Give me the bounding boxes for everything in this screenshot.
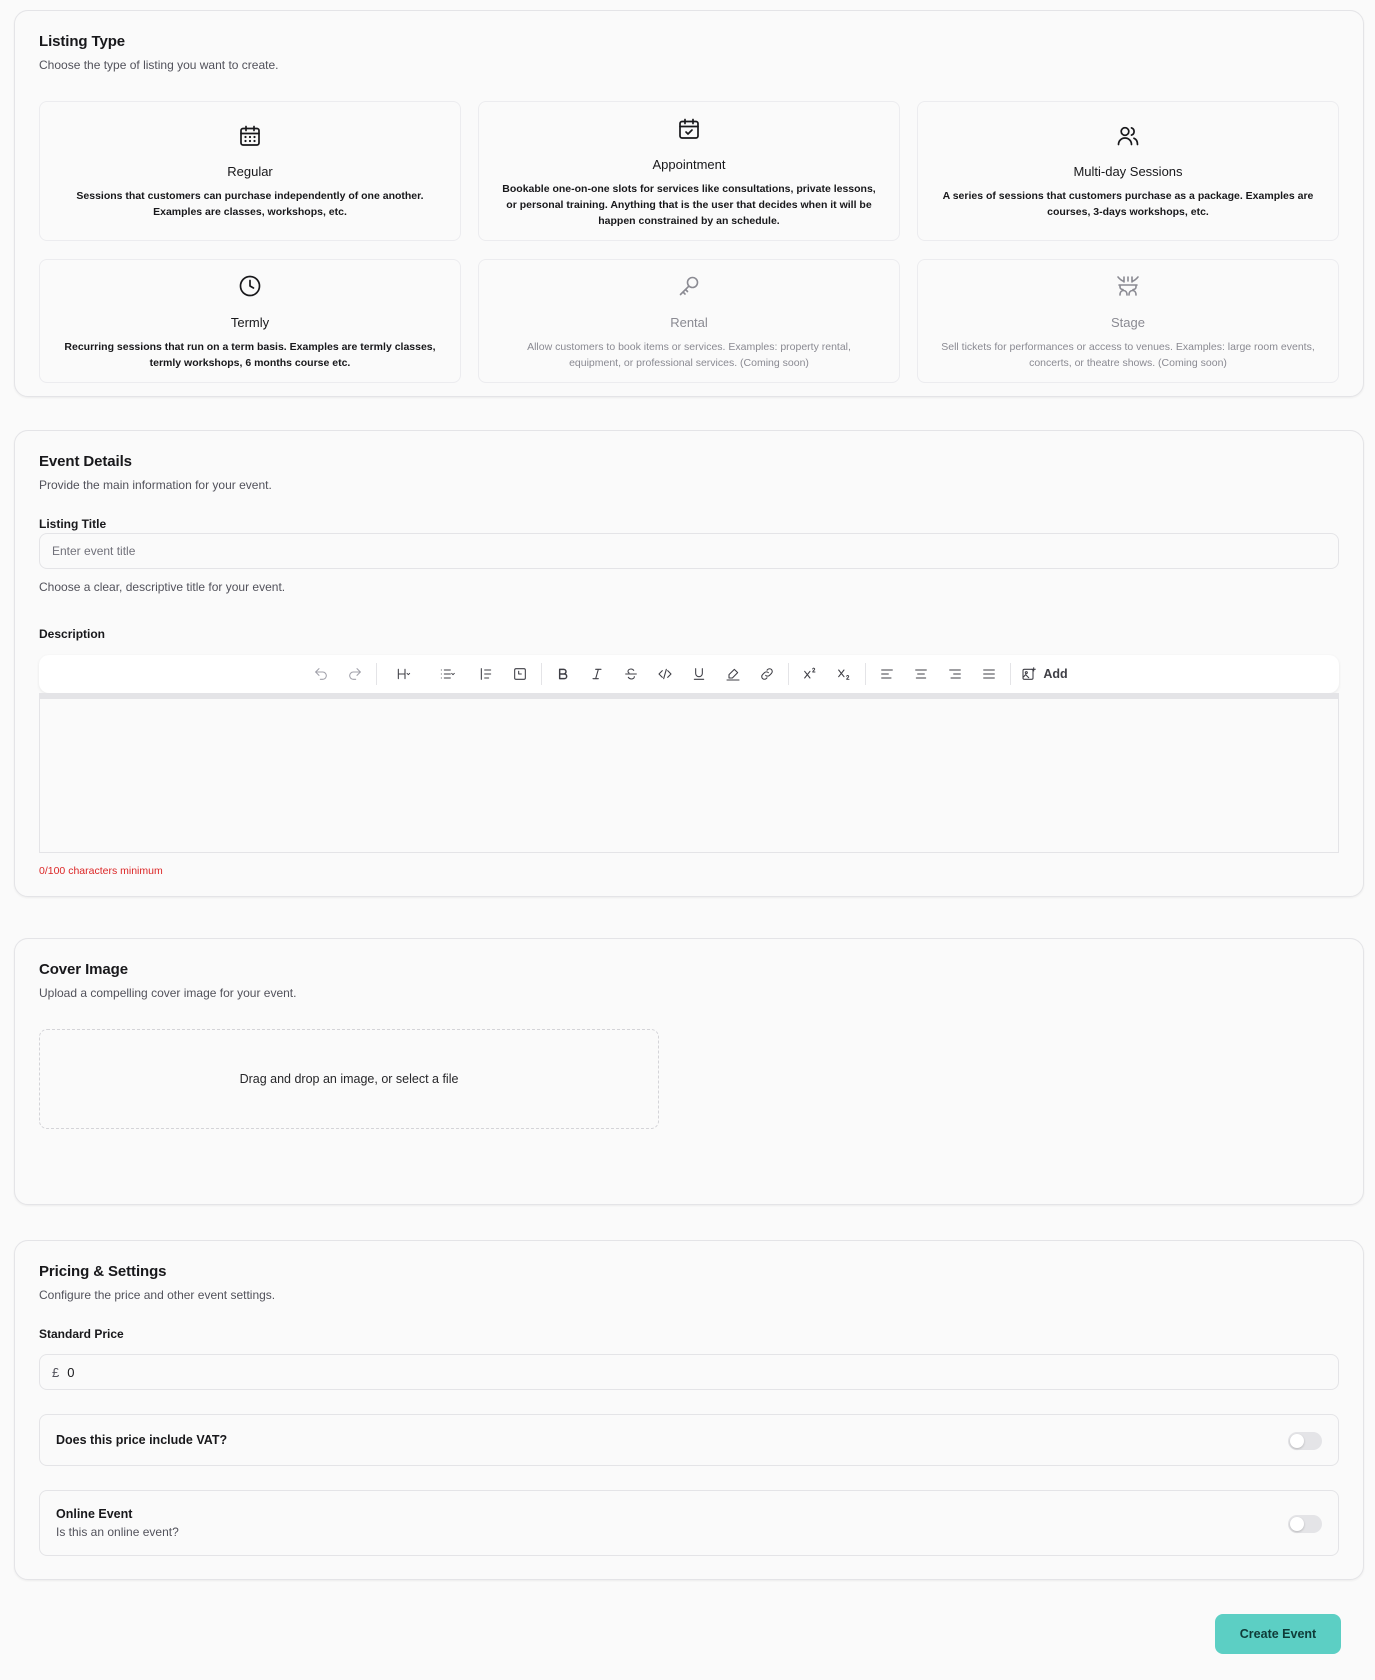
- listing-type-grid: [39, 101, 1339, 401]
- calendar-grid-icon: [238, 124, 262, 148]
- event-details-subtitle: Provide the main information for your event.: [39, 478, 272, 492]
- bold-icon[interactable]: [546, 659, 580, 689]
- type-card-termly[interactable]: [39, 259, 461, 383]
- type-description: Allow customers to book items or services. Examples: property rental, equipment, or professional services. (Coming soon): [527, 341, 851, 369]
- standard-price-label: Standard Price: [39, 1327, 124, 1341]
- listing-title-input[interactable]: [39, 533, 1339, 569]
- type-card-rental: [478, 259, 900, 383]
- event-details-title: Event Details: [39, 453, 132, 470]
- superscript-icon[interactable]: [793, 659, 827, 689]
- list-dropdown-icon[interactable]: [425, 659, 469, 689]
- highlight-icon[interactable]: [716, 659, 750, 689]
- cover-image-subtitle: Upload a compelling cover image for your event.: [39, 986, 297, 1000]
- image-dropzone[interactable]: [39, 1029, 659, 1129]
- char-count-warning: 0/100 characters minimum: [39, 865, 163, 877]
- italic-icon[interactable]: [580, 659, 614, 689]
- cover-image-card: [14, 938, 1364, 1205]
- type-name: Rental: [670, 315, 708, 330]
- type-card-regular[interactable]: [39, 101, 461, 241]
- currency-symbol: £: [52, 1364, 60, 1380]
- image-plus-icon: [1021, 666, 1037, 682]
- event-details-card: [14, 430, 1364, 897]
- blockquote-icon[interactable]: [469, 659, 503, 689]
- type-description: Recurring sessions that run on a term basis. Examples are termly classes, termly workshops, 6 months course etc.: [64, 341, 436, 369]
- type-description: Sell tickets for performances or access to venues. Examples: large room events, concerts, or theatre shows. (Coming soon): [941, 341, 1315, 369]
- listing-type-card: [14, 10, 1364, 397]
- undo-icon[interactable]: [304, 659, 338, 689]
- pricing-settings-card: [14, 1240, 1364, 1580]
- type-name: Multi-day Sessions: [1073, 164, 1183, 179]
- editor-toolbar: [39, 655, 1339, 693]
- link-icon[interactable]: [750, 659, 784, 689]
- create-event-button[interactable]: Create Event: [1215, 1614, 1341, 1654]
- toolbar-divider: [788, 663, 789, 685]
- pricing-subtitle: Configure the price and other event settings.: [39, 1288, 276, 1302]
- toolbar-divider: [376, 663, 377, 685]
- online-event-label: Online Event: [56, 1507, 133, 1521]
- type-name: Stage: [1111, 315, 1145, 330]
- vat-setting-row: [39, 1414, 1339, 1466]
- pricing-title: Pricing & Settings: [39, 1263, 167, 1280]
- add-label: Add: [1043, 667, 1068, 681]
- listing-title-hint: Choose a clear, descriptive title for your event.: [39, 580, 286, 594]
- type-card-multi-day-sessions[interactable]: [917, 101, 1339, 241]
- align-center-icon[interactable]: [904, 659, 938, 689]
- toolbar-divider: [865, 663, 866, 685]
- type-name: Termly: [230, 315, 270, 330]
- dropzone-text: Drag and drop an image, or select a file: [239, 1072, 459, 1086]
- description-label: Description: [39, 627, 106, 641]
- standard-price-input[interactable]: [39, 1354, 1339, 1390]
- code-block-icon[interactable]: [503, 659, 537, 689]
- type-description: A series of sessions that customers purchase as a package. Examples are courses, 3-days workshops, etc.: [942, 190, 1314, 218]
- description-editor[interactable]: [39, 698, 1339, 853]
- vat-label: Does this price include VAT?: [56, 1433, 228, 1447]
- vat-toggle[interactable]: [1288, 1432, 1322, 1450]
- toolbar-divider: [1010, 663, 1011, 685]
- calendar-check-icon: [677, 117, 701, 141]
- listing-type-subtitle: Choose the type of listing you want to create.: [39, 58, 279, 72]
- toolbar-divider: [541, 663, 542, 685]
- code-icon[interactable]: [648, 659, 682, 689]
- type-description: Sessions that customers can purchase independently of one another. Examples are classes, workshops, etc.: [76, 190, 424, 218]
- align-right-icon[interactable]: [938, 659, 972, 689]
- type-name: Regular: [227, 164, 273, 179]
- type-card-appointment[interactable]: [478, 101, 900, 241]
- align-left-icon[interactable]: [870, 659, 904, 689]
- strikethrough-icon[interactable]: [614, 659, 648, 689]
- subscript-icon[interactable]: [827, 659, 861, 689]
- heading-dropdown-icon[interactable]: [381, 659, 425, 689]
- type-description: Bookable one-on-one slots for services like consultations, private lessons, or personal training. Anything that is the user that decides when it will be happen constrained by an schedule.: [502, 183, 876, 227]
- online-event-subtitle: Is this an online event?: [56, 1525, 179, 1539]
- type-name: Appointment: [652, 157, 726, 172]
- clock-icon: [238, 274, 262, 298]
- listing-title-label: Listing Title: [39, 517, 107, 531]
- listing-type-title: Listing Type: [39, 33, 126, 50]
- underline-icon[interactable]: [682, 659, 716, 689]
- key-icon: [677, 274, 701, 298]
- online-event-toggle[interactable]: [1288, 1515, 1322, 1533]
- add-image-button[interactable]: [1015, 666, 1073, 682]
- cover-image-title: Cover Image: [39, 961, 128, 978]
- redo-icon[interactable]: [338, 659, 372, 689]
- theater-icon: [1116, 274, 1140, 298]
- online-event-row: [39, 1490, 1339, 1556]
- align-justify-icon[interactable]: [972, 659, 1006, 689]
- users-icon: [1116, 124, 1140, 148]
- price-value: 0: [67, 1364, 75, 1380]
- type-card-stage: [917, 259, 1339, 383]
